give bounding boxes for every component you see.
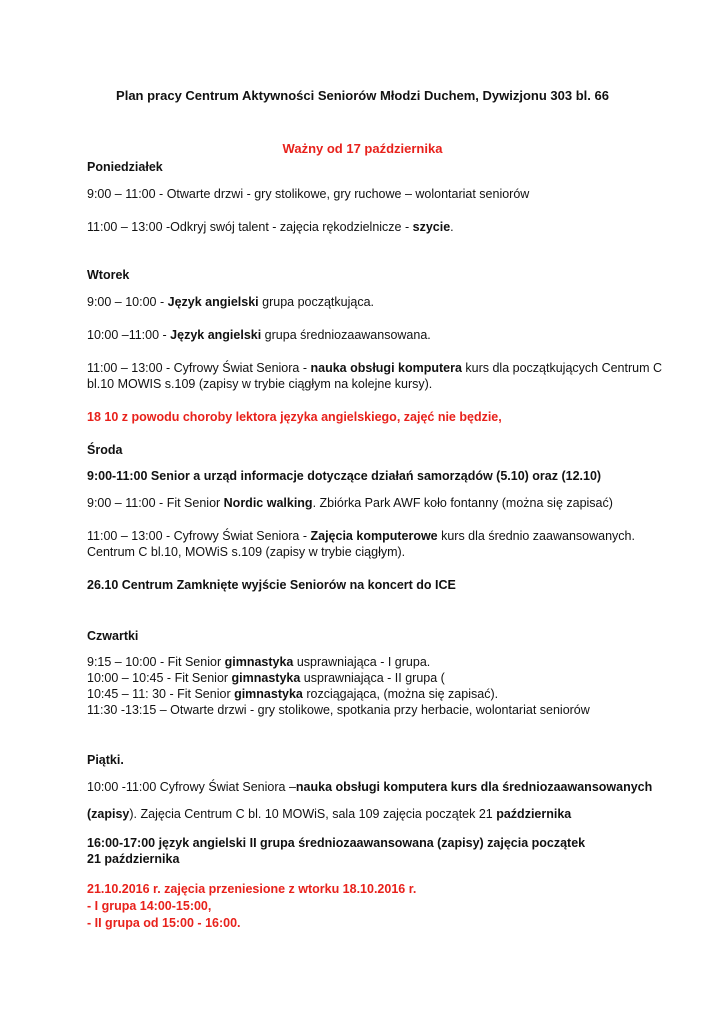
- text: . Zbiórka Park AWF koło fontanny (można się zapisać): [312, 496, 613, 510]
- text: 11:00 – 13:00 -Odkryj swój talent - zajęcia rękodzielnicze -: [87, 220, 413, 234]
- monday-entry-1: 9:00 – 11:00 - Otwarte drzwi - gry stolikowe, gry ruchowe – wolontariat seniorów: [87, 187, 530, 201]
- tuesday-entry-2: [87, 327, 431, 343]
- friday-notice-2: - I grupa 14:00-15:00,: [87, 899, 212, 913]
- text: .: [450, 220, 454, 234]
- tuesday-entry-3-line-2: bl.10 MOWIS s.109 (zapisy w trybie ciągłym na kolejne kursy).: [87, 377, 433, 391]
- thursday-entry-1: [87, 654, 430, 670]
- friday-entry-3-line-2: 21 października: [87, 852, 180, 866]
- emphasis: Język angielski: [170, 328, 262, 342]
- tuesday-heading: Wtorek: [87, 268, 130, 282]
- monday-entry-2: [87, 219, 454, 235]
- text: rozciągająca, (można się zapisać).: [302, 687, 499, 701]
- emphasis: Nordic walking: [223, 496, 313, 510]
- tuesday-entry-1: [87, 294, 374, 310]
- wednesday-heading: Środa: [87, 443, 123, 457]
- tuesday-cancellation-notice: 18 10 z powodu choroby lektora języka angielskiego, zajęć nie będzie,: [87, 410, 502, 424]
- text: usprawniająca - I grupa.: [293, 655, 431, 669]
- thursday-entry-4: 11:30 -13:15 – Otwarte drzwi - gry stolikowe, spotkania przy herbacie, wolontariat seniorów: [87, 703, 590, 717]
- text: usprawniająca - II grupa (: [300, 671, 445, 685]
- thursday-entry-2: [87, 670, 445, 686]
- emphasis: gimnastyka: [231, 671, 301, 685]
- wednesday-entry-3: [87, 528, 635, 544]
- text: 10:00 –11:00 -: [87, 328, 171, 342]
- friday-entry-2: [87, 806, 571, 822]
- emphasis: (zapisy: [87, 807, 130, 821]
- emphasis: gimnastyka: [224, 655, 294, 669]
- text: 10:45 – 11: 30 - Fit Senior: [87, 687, 235, 701]
- text: grupa początkująca.: [258, 295, 375, 309]
- text: 9:00 – 10:00 -: [87, 295, 168, 309]
- monday-heading: Poniedziałek: [87, 160, 163, 174]
- tuesday-entry-3: [87, 360, 662, 376]
- emphasis: nauka obsługi komputera kurs dla średniozaawansowanych: [295, 780, 653, 794]
- text: kurs dla średnio zaawansowanych.: [437, 529, 635, 543]
- friday-entry-1: [87, 779, 652, 795]
- text: 9:00 – 11:00 - Fit Senior: [87, 496, 224, 510]
- friday-heading: Piątki.: [87, 753, 124, 767]
- valid-from-notice: Ważny od 17 października: [282, 141, 443, 156]
- text: 9:15 – 10:00 - Fit Senior: [87, 655, 225, 669]
- text: 10:00 – 10:45 - Fit Senior: [87, 671, 232, 685]
- text: kurs dla początkujących Centrum C: [461, 361, 663, 375]
- thursday-entry-3: [87, 686, 498, 702]
- wednesday-entry-3-line-2: Centrum C bl.10, MOWiS s.109 (zapisy w trybie ciągłym).: [87, 545, 406, 559]
- text: 11:00 – 13:00 - Cyfrowy Świat Seniora -: [87, 529, 311, 543]
- emphasis: Język angielski: [167, 295, 259, 309]
- page-title: Plan pracy Centrum Aktywności Seniorów Młodzi Duchem, Dywizjonu 303 bl. 66: [116, 88, 609, 103]
- emphasis: października: [496, 807, 572, 821]
- wednesday-entry-1: 9:00-11:00 Senior a urząd informacje dotyczące działań samorządów (5.10) oraz (12.10): [87, 469, 602, 483]
- friday-notice-3: - II grupa od 15:00 - 16:00.: [87, 916, 241, 930]
- emphasis: nauka obsługi komputera: [310, 361, 462, 375]
- emphasis: Zajęcia komputerowe: [310, 529, 438, 543]
- text: 11:00 – 13:00 - Cyfrowy Świat Seniora -: [87, 361, 311, 375]
- text: 10:00 -11:00 Cyfrowy Świat Seniora –: [87, 780, 296, 794]
- wednesday-entry-2: [87, 495, 613, 511]
- thursday-heading: Czwartki: [87, 629, 139, 643]
- emphasis: szycie: [412, 220, 451, 234]
- text: grupa średniozaawansowana.: [261, 328, 431, 342]
- friday-notice-1: 21.10.2016 r. zajęcia przeniesione z wtorku 18.10.2016 r.: [87, 882, 417, 896]
- wednesday-entry-4: 26.10 Centrum Zamknięte wyjście Seniorów na koncert do ICE: [87, 578, 456, 592]
- friday-entry-3: 16:00-17:00 język angielski II grupa średniozaawansowana (zapisy) zajęcia początek: [87, 836, 586, 850]
- emphasis: gimnastyka: [234, 687, 303, 701]
- text: ). Zajęcia Centrum C bl. 10 MOWiS, sala 109 zajęcia początek 21: [129, 807, 497, 821]
